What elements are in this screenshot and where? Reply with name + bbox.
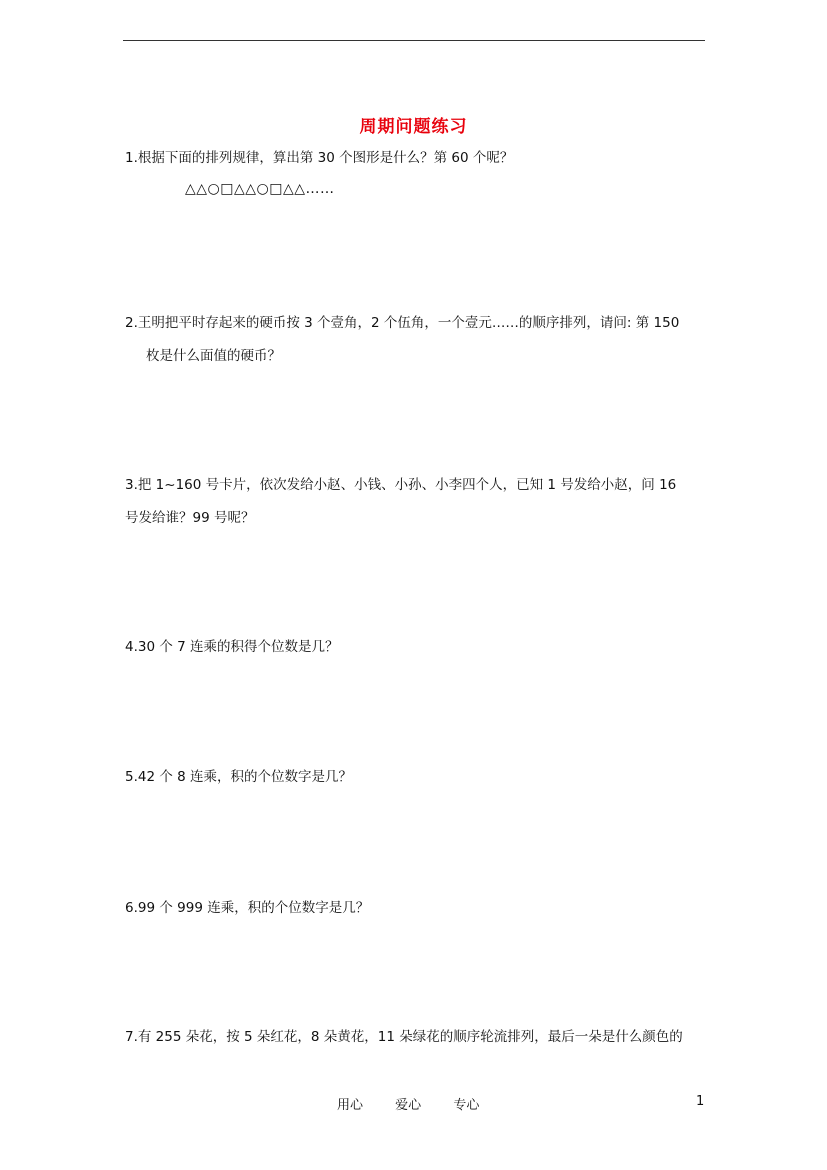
header-rule bbox=[123, 40, 705, 41]
question-2 bbox=[125, 307, 710, 373]
question-3 bbox=[125, 469, 710, 535]
question-6 bbox=[125, 892, 710, 925]
shape-sequence: △△○□△△○□△△…… bbox=[185, 181, 335, 197]
question-4 bbox=[125, 631, 710, 664]
footer-motto-3: 专心 bbox=[453, 1098, 480, 1113]
footer-motto bbox=[337, 1094, 507, 1113]
question-5 bbox=[125, 761, 710, 794]
question-2-line-2: 枚是什么面值的硬币？ bbox=[146, 348, 281, 364]
page-title: 周期问题练习 bbox=[359, 117, 468, 137]
question-2-line-1: 2.王明把平时存起来的硬币按 3 个壹角，2 个伍角，一个壹元……的顺序排列，请问: 第 150 bbox=[125, 315, 680, 331]
footer-motto-1: 用心 bbox=[337, 1098, 364, 1113]
question-1-text: 1.根据下面的排列规律，算出第 30 个图形是什么？第 60 个呢？ bbox=[125, 150, 514, 166]
question-7 bbox=[125, 1021, 710, 1054]
footer-motto-2: 爱心 bbox=[395, 1098, 422, 1113]
question-6-text: 6.99 个 999 连乘，积的个位数字是几？ bbox=[125, 900, 370, 916]
question-4-text: 4.30 个 7 连乘的积得个位数是几？ bbox=[125, 639, 339, 655]
question-5-text: 5.42 个 8 连乘，积的个位数字是几？ bbox=[125, 769, 353, 785]
question-3-line-2: 号发给谁？99 号呢？ bbox=[125, 510, 255, 526]
page-number: 1 bbox=[696, 1094, 705, 1109]
question-1 bbox=[125, 142, 710, 175]
question-3-line-1: 3.把 1~160 号卡片，依次发给小赵、小钱、小孙、小李四个人，已知 1 号发给小赵，问 16 bbox=[125, 477, 677, 493]
question-7-text: 7.有 255 朵花，按 5 朵红花，8 朵黄花，11 朵绿花的顺序轮流排列，最后一朵是什么颜色的 bbox=[125, 1029, 683, 1045]
